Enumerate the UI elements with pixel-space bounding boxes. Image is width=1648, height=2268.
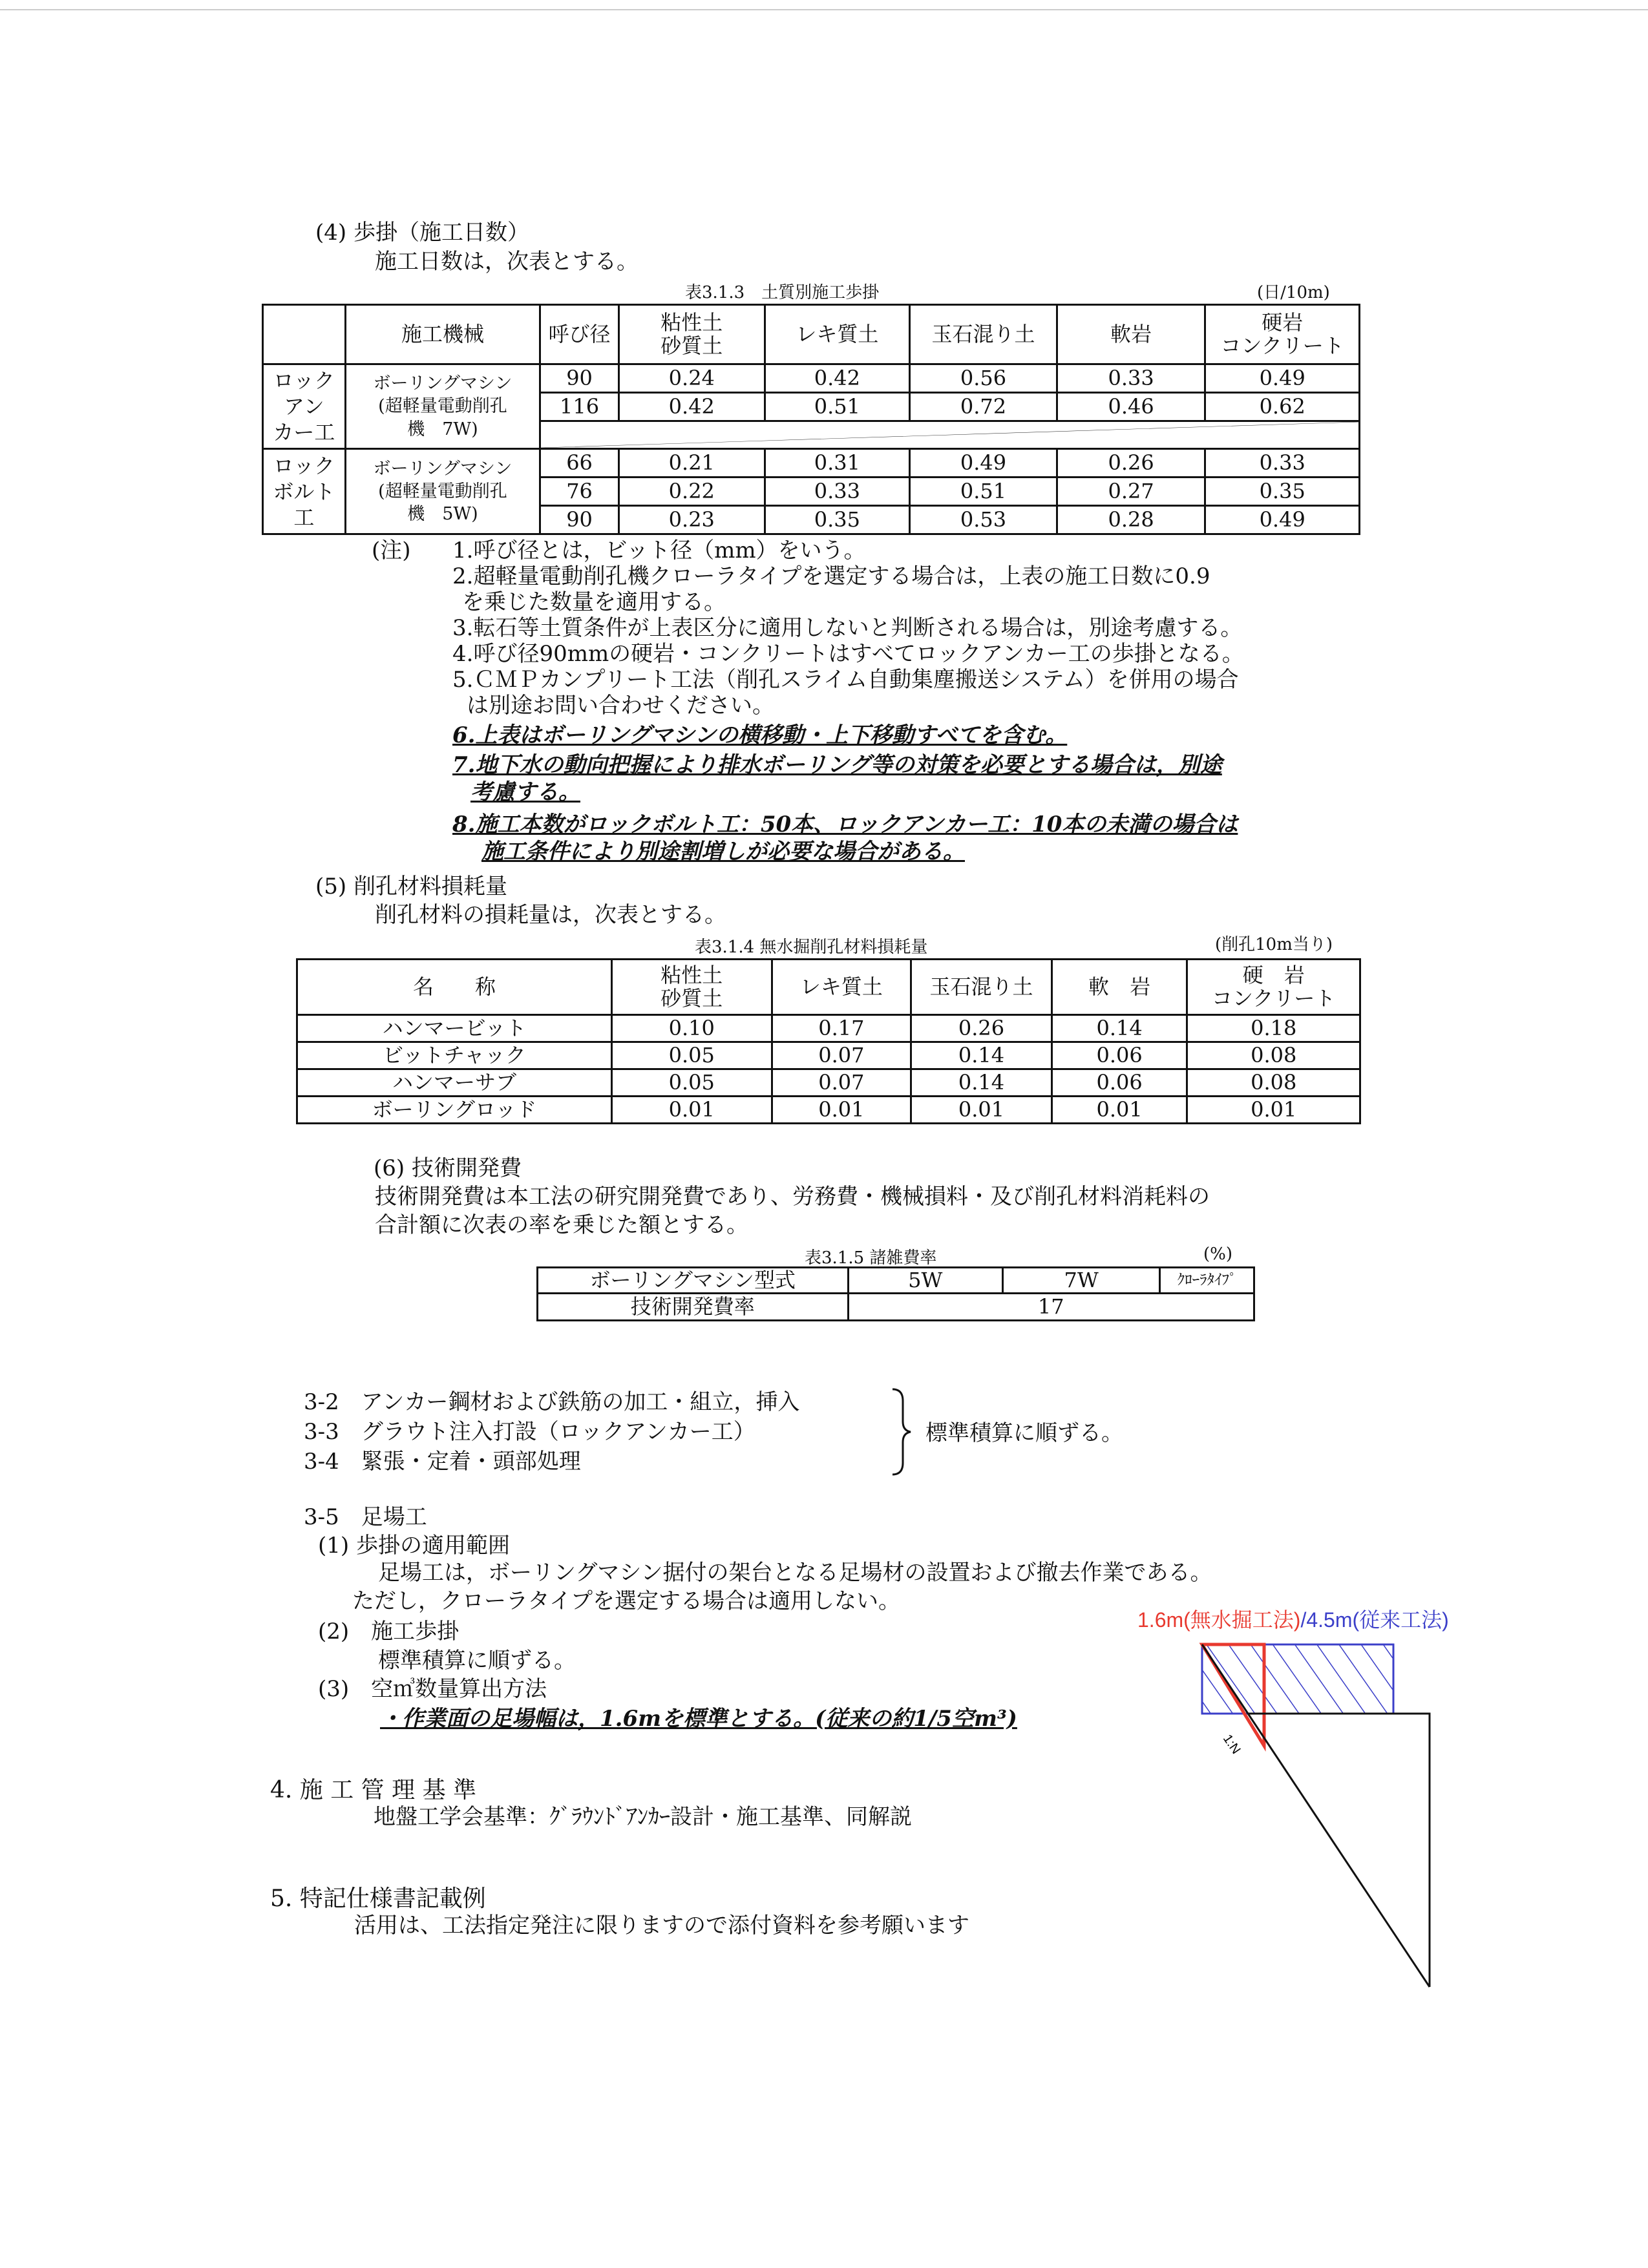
item-3-5-3-head: (3) 空㎥数量算出方法 <box>318 1676 547 1702</box>
cell: 76 <box>540 478 619 506</box>
cell: 0.08 <box>1187 1069 1360 1097</box>
group-name: ロック アン カー工 <box>263 364 346 449</box>
cell: 0.53 <box>910 506 1057 534</box>
label-separator: / <box>1300 1608 1307 1632</box>
item-3-5-1-line2: ただし，クローラタイプを選定する場合は適用しない。 <box>352 1588 900 1614</box>
table-row <box>297 1097 1360 1124</box>
table-row <box>297 1042 1360 1069</box>
cell: 0.42 <box>618 393 765 421</box>
cell: 0.31 <box>765 449 910 478</box>
note-2b: を乗じた数量を適用する。 <box>462 589 726 615</box>
cell: 0.51 <box>910 478 1057 506</box>
cell-crawler: ｸﾛｰﾗﾀｲﾌﾟ <box>1160 1268 1254 1294</box>
table-313 <box>262 304 1360 535</box>
cell: 0.49 <box>1205 506 1360 534</box>
right-brace-icon <box>889 1387 914 1477</box>
note-7b: 考慮する。 <box>470 779 580 805</box>
cell: 0.01 <box>772 1097 911 1124</box>
section-5-heading: (5) 削孔材料損耗量 <box>315 874 507 899</box>
section-5-main-heading: 5. 特記仕様書記載例 <box>270 1885 486 1912</box>
cell-7w: 7W <box>1002 1268 1159 1294</box>
item-3-3: 3-3 グラウト注入打設（ロックアンカー工） <box>304 1419 755 1445</box>
cell: 0.06 <box>1051 1069 1187 1097</box>
section-4-main-body: 地盤工学会基準：ｸﾞﾗｳﾝﾄﾞｱﾝｶｰ設計・施工基準、同解説 <box>374 1804 912 1830</box>
cell: 0.35 <box>765 506 910 534</box>
cell-5w: 5W <box>848 1268 1002 1294</box>
table-row <box>297 1015 1360 1042</box>
section-4-heading: (4) 歩掛（施工日数） <box>315 220 529 246</box>
cell: 116 <box>540 393 619 421</box>
scan-edge-line <box>0 9 1648 10</box>
table-315 <box>536 1266 1255 1321</box>
slope-ratio-label: 1:N <box>1220 1732 1243 1757</box>
cell: 0.05 <box>611 1069 772 1097</box>
cell: 0.17 <box>772 1015 911 1042</box>
header-soft-rock: 軟岩 <box>1057 305 1205 364</box>
cell: 0.51 <box>765 393 910 421</box>
conventional-scaffold-area <box>1202 1644 1393 1714</box>
header-name: 名 称 <box>297 960 612 1015</box>
cell: 66 <box>540 449 619 478</box>
cell-model-label: ボーリングマシン型式 <box>538 1268 849 1294</box>
section-5-intro: 削孔材料の損耗量は，次表とする。 <box>375 902 726 928</box>
note-5b: は別途お問い合わせください。 <box>467 693 774 719</box>
item-3-4: 3-4 緊張・定着・頭部処理 <box>304 1449 581 1475</box>
scaffold-diagram <box>1150 1628 1448 1990</box>
section-6-heading: (6) 技術開発費 <box>374 1155 522 1181</box>
cell: 0.28 <box>1057 506 1205 534</box>
cell: 0.07 <box>772 1069 911 1097</box>
note-4: 4.呼び径90mmの硬岩・コンクリートはすべてロックアンカー工の歩掛となる。 <box>452 641 1244 667</box>
cell: 0.26 <box>1057 449 1205 478</box>
section-4-main-heading: 4. 施 工 管 理 基 準 <box>270 1777 477 1803</box>
group-machine: ボーリングマシン (超軽量電動削孔 機 5W) <box>345 449 540 534</box>
table-row <box>297 1069 1360 1097</box>
cell-rate-value: 17 <box>848 1294 1254 1321</box>
header-cobble: 玉石混り土 <box>910 305 1057 364</box>
section-4-intro: 施工日数は，次表とする。 <box>375 249 639 275</box>
item-3-5-2-head: (2) 施工歩掛 <box>318 1619 460 1644</box>
cell: 0.49 <box>1205 364 1360 393</box>
cell: 0.26 <box>911 1015 1052 1042</box>
note-8b: 施工条件により別途割増しが必要な場合がある。 <box>481 839 965 865</box>
cell: 0.10 <box>611 1015 772 1042</box>
note-6: 6.上表はボーリングマシンの横移動・上下移動すべてを含む。 <box>452 722 1068 748</box>
cell: ボーリングロッド <box>297 1097 612 1124</box>
blank-diagonal-cell <box>540 421 1360 449</box>
cell: 0.01 <box>611 1097 772 1124</box>
table-row <box>538 1268 1254 1294</box>
cell: 0.24 <box>618 364 765 393</box>
cell: 0.22 <box>618 478 765 506</box>
cell: 0.23 <box>618 506 765 534</box>
cell: 0.18 <box>1187 1015 1360 1042</box>
cell: 0.49 <box>910 449 1057 478</box>
table-313-caption: 表3.1.3 土質別施工歩掛 <box>685 283 880 302</box>
item-3-5: 3-5 足場工 <box>304 1504 427 1530</box>
cell: 0.01 <box>911 1097 1052 1124</box>
table-313-unit: (日/10m) <box>1257 283 1330 302</box>
cell: 0.08 <box>1187 1042 1360 1069</box>
cell: 0.01 <box>1051 1097 1187 1124</box>
item-3-5-2-body: 標準積算に順ずる。 <box>378 1648 576 1674</box>
cell: 0.33 <box>765 478 910 506</box>
header-gravel: レキ質土 <box>772 960 911 1015</box>
table-row <box>538 1294 1254 1321</box>
cell: 0.62 <box>1205 393 1360 421</box>
section-5-main-body: 活用は、工法指定発注に限りますので添付資料を参考願います <box>354 1913 969 1938</box>
cell-rate-label: 技術開発費率 <box>538 1294 849 1321</box>
header-soft-rock: 軟 岩 <box>1051 960 1187 1015</box>
table-315-unit: (%) <box>1203 1244 1232 1264</box>
note-8: 8.施工本数がロックボルト工：50本、ロックアンカー工：10本の未満の場合は <box>452 812 1238 837</box>
label-waterless: 1.6m(無水掘工法) <box>1137 1608 1301 1632</box>
cell: 0.07 <box>772 1042 911 1069</box>
cell: 0.14 <box>1051 1015 1187 1042</box>
table-314 <box>296 958 1361 1124</box>
cell: 0.42 <box>765 364 910 393</box>
table-row <box>263 449 1360 478</box>
item-3-5-3-body: ・作業面の足場幅は，1.6mを標準とする。(従来の約1/5空m³) <box>380 1706 1017 1732</box>
section-6-line1: 技術開発費は本工法の研究開発費であり、労務費・機械損料・及び削孔材料消耗料の <box>375 1184 1210 1210</box>
cell: 0.33 <box>1205 449 1360 478</box>
cell: 90 <box>540 364 619 393</box>
cell: 0.35 <box>1205 478 1360 506</box>
cell: ハンマービット <box>297 1015 612 1042</box>
note-5: 5.ＣＭＰカンプリート工法（削孔スライム自動集塵搬送システム）を併用の場合 <box>452 667 1239 693</box>
header-diameter: 呼び径 <box>540 305 619 364</box>
note-3: 3.転石等土質条件が上表区分に適用しないと判断される場合は，別途考慮する。 <box>452 615 1243 641</box>
header-clay-sand: 粘性土 砂質土 <box>618 305 765 364</box>
cell: 0.05 <box>611 1042 772 1069</box>
cell: 0.01 <box>1187 1097 1360 1124</box>
notes-label: (注) <box>372 538 411 563</box>
cell: 0.14 <box>911 1069 1052 1097</box>
label-conventional: 4.5m(従来工法) <box>1306 1608 1449 1632</box>
cell: ハンマーサブ <box>297 1069 612 1097</box>
note-2: 2.超軽量電動削孔機クローラタイプを選定する場合は，上表の施工日数に0.9 <box>452 563 1210 589</box>
cell: 0.46 <box>1057 393 1205 421</box>
group-name: ロック ボルト 工 <box>263 449 346 534</box>
section-6-line2: 合計額に次表の率を乗じた額とする。 <box>375 1212 748 1238</box>
table-314-unit: (削孔10m当り) <box>1215 935 1333 954</box>
item-3-5-1-line1: 足場工は，ボーリングマシン据付の架台となる足場材の設置および撤去作業である。 <box>378 1560 1212 1586</box>
cell: 0.33 <box>1057 364 1205 393</box>
table-315-caption: 表3.1.5 諸雑費率 <box>805 1248 937 1268</box>
diagonal-line <box>541 422 1358 448</box>
note-1: 1.呼び径とは，ビット径（mm）をいう。 <box>452 538 866 563</box>
cell: 0.14 <box>911 1042 1052 1069</box>
brace-text: 標準積算に順ずる。 <box>925 1420 1123 1446</box>
cell: ビットチャック <box>297 1042 612 1069</box>
item-3-5-1-head: (1) 歩掛の適用範囲 <box>318 1533 510 1559</box>
table-314-header-row <box>297 960 1360 1015</box>
cell: 0.21 <box>618 449 765 478</box>
header-clay-sand: 粘性土 砂質土 <box>611 960 772 1015</box>
header-machine: 施工機械 <box>345 305 540 364</box>
cell: 0.27 <box>1057 478 1205 506</box>
header-blank <box>263 305 346 364</box>
table-314-caption: 表3.1.4 無水掘削孔材料損耗量 <box>695 938 928 957</box>
header-hard-rock: 硬 岩 コンクリート <box>1187 960 1360 1015</box>
note-7: 7.地下水の動向把握により排水ボーリング等の対策を必要とする場合は，別途 <box>452 752 1222 778</box>
group-machine: ボーリングマシン (超軽量電動削孔 機 7W) <box>345 364 540 449</box>
header-hard-rock: 硬岩 コンクリート <box>1205 305 1360 364</box>
cell: 0.56 <box>910 364 1057 393</box>
cell: 90 <box>540 506 619 534</box>
header-gravel: レキ質土 <box>765 305 910 364</box>
item-3-2: 3-2 アンカー鋼材および鉄筋の加工・組立，挿入 <box>304 1389 800 1415</box>
table-row <box>263 364 1360 393</box>
table-313-header-row <box>263 305 1360 364</box>
header-cobble: 玉石混り土 <box>911 960 1052 1015</box>
cell: 0.06 <box>1051 1042 1187 1069</box>
cell: 0.72 <box>910 393 1057 421</box>
